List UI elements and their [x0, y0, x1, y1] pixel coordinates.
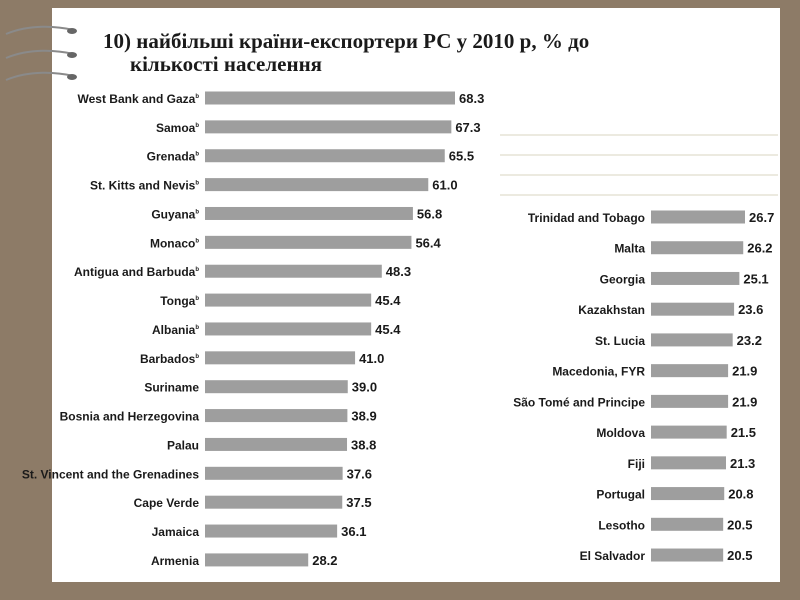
- slide-title-line-1: 10) найбільші країни-експортери РС у 2010 р, % до: [103, 29, 590, 53]
- footnote-marker: b: [195, 209, 199, 216]
- value-label: 23.2: [736, 332, 762, 348]
- footnote-marker: b: [195, 324, 199, 331]
- value-label: 41.0: [359, 350, 385, 366]
- category-label: Samoa$^b$: [155, 120, 199, 135]
- category-label: Guyana$^b$: [151, 207, 199, 222]
- category-label: Tonga$^b$: [160, 294, 199, 309]
- value-label: 61.0: [432, 177, 458, 193]
- bar: [205, 438, 347, 451]
- category-label: Barbados$^b$: [139, 351, 199, 366]
- bar-row: [74, 264, 411, 279]
- category-label: Jamaica: [151, 525, 199, 540]
- value-label: 26.2: [747, 240, 773, 256]
- category-label: Malta: [614, 241, 645, 256]
- bar: [205, 525, 337, 538]
- footnote-marker: b: [195, 180, 199, 187]
- bar-row: [140, 351, 384, 366]
- bar-row: [580, 548, 753, 563]
- category-label: Portugal: [596, 487, 645, 502]
- category-label: Trinidad and Tobago: [527, 211, 645, 225]
- value-label: 21.5: [730, 425, 757, 441]
- category-label: West Bank and Gaza$^b$: [77, 92, 199, 106]
- category-label: Bosnia and Herzegovina: [59, 409, 199, 424]
- value-label: 25.1: [743, 271, 769, 287]
- footnote-marker: b: [195, 238, 199, 245]
- bar: [205, 265, 382, 278]
- value-label: 48.3: [385, 264, 412, 280]
- bar: [651, 241, 743, 254]
- bar: [651, 549, 723, 562]
- value-label: 37.6: [346, 466, 372, 482]
- bar-row: [134, 495, 372, 510]
- bar: [205, 409, 347, 422]
- bar-row: [528, 210, 774, 225]
- category-label: Moldova: [596, 426, 645, 441]
- category-label: Macedonia, FYR: [552, 364, 645, 379]
- bar: [205, 92, 455, 105]
- value-label: 36.1: [341, 524, 367, 540]
- value-label: 21.9: [732, 363, 758, 379]
- bar-row: [596, 487, 753, 502]
- bar: [651, 272, 739, 285]
- footnote-marker: b: [195, 94, 199, 100]
- bar-row: [90, 178, 458, 193]
- bar-row: [150, 235, 442, 250]
- bar: [205, 553, 308, 566]
- value-label: 23.6: [738, 302, 764, 318]
- bar: [205, 322, 371, 335]
- bar-row: [151, 206, 442, 221]
- bar: [651, 303, 734, 316]
- bar: [205, 207, 413, 220]
- value-label: 38.9: [351, 408, 377, 424]
- bar-row: [22, 466, 372, 481]
- value-label: 20.5: [727, 517, 753, 533]
- category-label: Georgia: [599, 272, 645, 287]
- bar: [205, 351, 355, 364]
- bar: [651, 426, 727, 439]
- bar: [205, 467, 343, 480]
- slide-title-line-2: кількості населення: [130, 52, 323, 76]
- footnote-marker: b: [195, 122, 199, 129]
- value-label: 56.4: [415, 235, 441, 251]
- category-label: Cape Verde: [133, 496, 199, 511]
- bar-row: [152, 322, 401, 337]
- bar-row: [78, 91, 485, 106]
- footnote-marker: b: [195, 296, 199, 303]
- value-label: 26.7: [749, 210, 775, 225]
- category-label: Grenada$^b$: [146, 149, 199, 164]
- bar: [651, 395, 728, 408]
- category-label: Kazakhstan: [578, 303, 645, 318]
- bar-row: [596, 425, 756, 440]
- value-label: 65.5: [448, 148, 475, 164]
- category-label: Fiji: [627, 456, 645, 471]
- value-label: 68.3: [459, 91, 485, 106]
- value-label: 28.2: [312, 552, 338, 568]
- bar: [205, 380, 348, 393]
- category-label: Suriname: [144, 380, 199, 395]
- bar-row: [552, 364, 757, 379]
- category-label: Lesotho: [598, 518, 645, 533]
- bar: [205, 149, 445, 162]
- value-label: 45.4: [375, 293, 401, 309]
- bar: [205, 236, 411, 249]
- value-label: 39.0: [351, 379, 378, 395]
- value-label: 21.9: [732, 394, 758, 410]
- bar: [651, 364, 728, 377]
- bar: [651, 333, 733, 346]
- category-label: St. Lucia: [594, 333, 645, 348]
- value-label: 21.3: [729, 455, 756, 471]
- category-label: St. Vincent and the Grenadines: [21, 467, 199, 482]
- bar-row: [513, 394, 757, 409]
- value-label: 67.3: [455, 119, 481, 135]
- category-label: El Salvador: [579, 549, 645, 564]
- bar-row: [600, 271, 769, 286]
- bar: [651, 211, 745, 224]
- bar-row: [614, 241, 772, 256]
- value-label: 56.8: [416, 206, 443, 222]
- bar: [651, 456, 726, 469]
- category-label: Palau: [166, 438, 199, 453]
- bar-row: [152, 524, 367, 539]
- category-label: Albania$^b$: [151, 322, 199, 337]
- footnote-marker: b: [195, 353, 199, 360]
- bar: [651, 487, 724, 500]
- bar: [205, 294, 371, 307]
- bar: [205, 178, 428, 191]
- bar-row: [598, 517, 752, 532]
- value-label: 20.5: [727, 548, 753, 564]
- category-label: Monaco$^b$: [149, 236, 199, 251]
- category-label: Antigua and Barbuda$^b$: [73, 265, 199, 280]
- bar-row: [60, 409, 377, 424]
- value-label: 20.8: [728, 486, 754, 502]
- value-label: 38.8: [351, 437, 377, 453]
- bar: [205, 496, 342, 509]
- bar-row: [167, 437, 376, 452]
- bar: [205, 120, 451, 133]
- footnote-marker: b: [195, 267, 199, 274]
- bar-row: [144, 380, 377, 395]
- category-label: St. Kitts and Nevis$^b$: [89, 178, 199, 193]
- bar-row: [595, 333, 762, 348]
- value-label: 45.4: [375, 321, 401, 337]
- value-label: 37.5: [346, 495, 372, 511]
- category-label: São Tomé and Principe: [513, 395, 645, 410]
- category-label: Armenia: [150, 553, 199, 568]
- bar: [651, 518, 723, 531]
- footnote-marker: b: [195, 151, 199, 158]
